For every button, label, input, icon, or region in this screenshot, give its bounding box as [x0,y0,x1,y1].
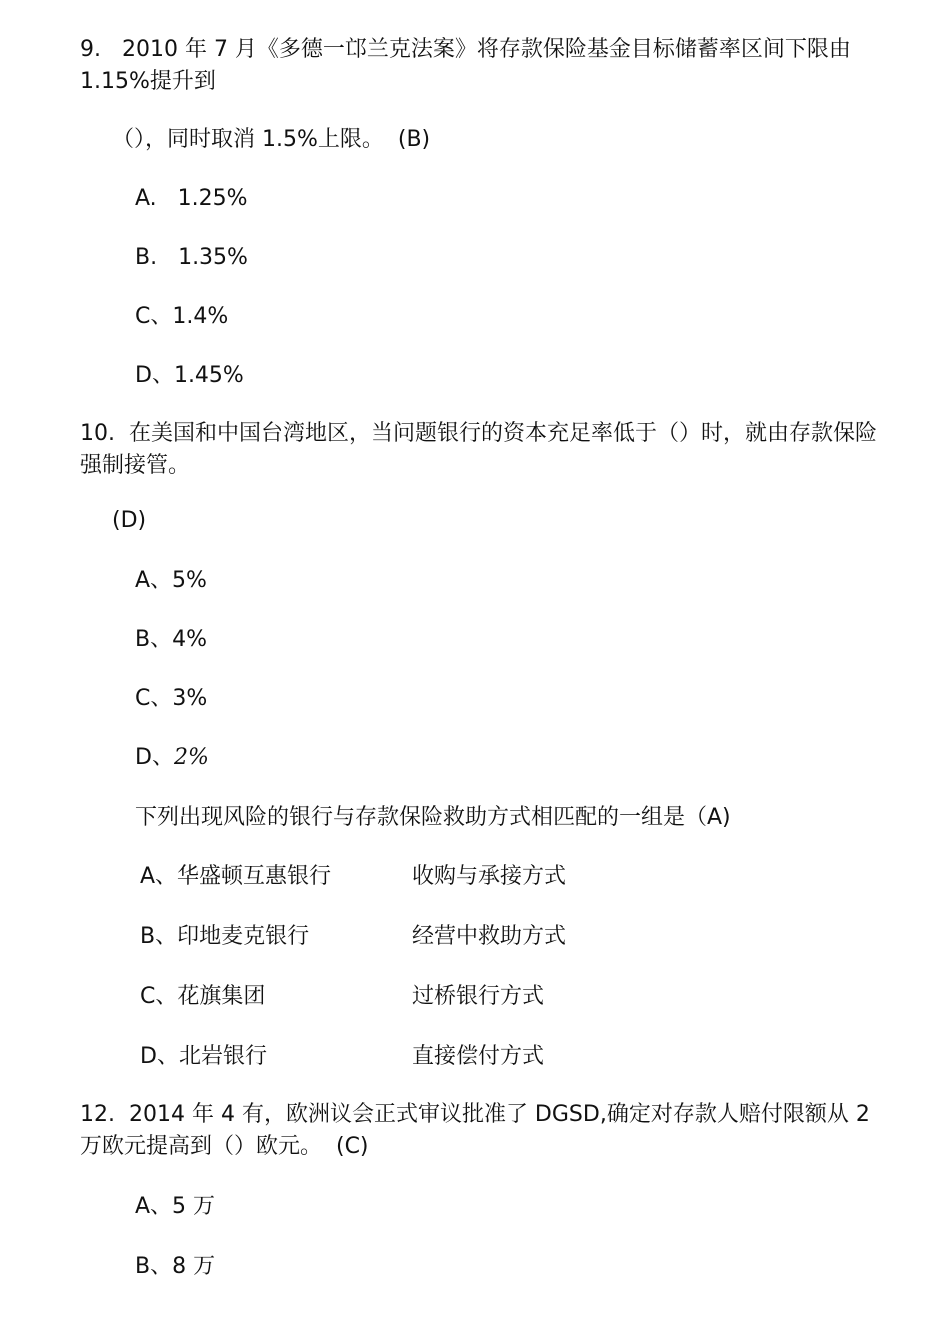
question-11-title: 下列出现风险的银行与存款保险救助方式相匹配的一组是（A) [135,805,731,830]
question-10-option-d-value: 2% [173,745,209,770]
question-10-option-d [135,743,209,773]
question-9-option-a: A. 1.25% [135,186,248,211]
question-9-title: 9. 2010 年 7 月《多德一邙兰克法案》将存款保险基金目标储蓄率区间下限由 1.15%提升到 [80,37,851,94]
question-12-option-a: A、5 万 [135,1194,216,1219]
question-9-option-d: D、1.45% [135,363,244,388]
question-11-method-d: 直接偿付方式 [412,1044,545,1069]
question-11-bank-d: D、北岩银行 [140,1044,267,1069]
question-10-option-d-prefix: D、 [135,745,174,770]
question-9-option-b: B. 1.35% [135,245,248,270]
question-12-option-b: B、8 万 [135,1254,216,1279]
question-12-title: 12. 2014 年 4 有，欧洲议会正式审议批准了 DGSD,确定对存款人赔付限额从 2 万欧元提高到（）欧元。 (C) [80,1102,870,1159]
question-10-answer: (D) [112,508,147,533]
question-10-title: 10. 在美国和中国台湾地区，当问题银行的资本充足率低于（）时，就由存款保险强制接管。 [80,421,877,478]
question-11-bank-c: C、花旗集团 [140,984,266,1009]
question-11-bank-b: B、印地麦克银行 [140,924,310,949]
question-11-method-c: 过桥银行方式 [412,984,545,1009]
question-9-continuation: （），同时取消 1.5%上限。 (B) [112,127,431,152]
question-10-option-c: C、3% [135,686,208,711]
question-9-option-c: C、1.4% [135,304,229,329]
question-11-method-a: 收购与承接方式 [412,864,567,889]
question-10-option-a: A、5% [135,568,207,593]
question-10-option-b: B、4% [135,627,207,652]
question-11-method-b: 经营中救助方式 [412,924,567,949]
question-11-bank-a: A、华盛顿互惠银行 [140,864,332,889]
